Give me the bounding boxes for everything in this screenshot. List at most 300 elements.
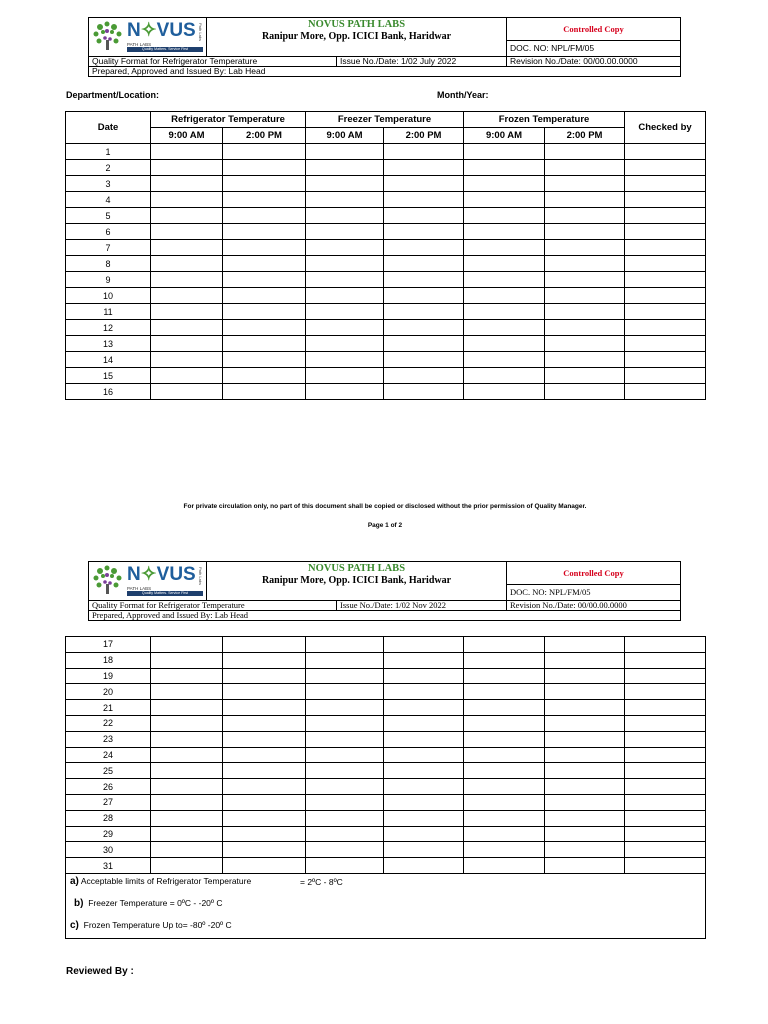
table-body-page1: [66, 144, 706, 400]
entry-cell[interactable]: [306, 144, 384, 160]
entry-cell[interactable]: [306, 352, 384, 368]
entry-cell[interactable]: [545, 700, 625, 716]
date-cell: 24: [66, 747, 151, 763]
entry-cell[interactable]: [625, 684, 706, 700]
entry-cell[interactable]: [625, 304, 706, 320]
entry-cell[interactable]: [464, 684, 545, 700]
entry-cell[interactable]: [384, 160, 464, 176]
entry-cell[interactable]: [384, 652, 464, 668]
entry-cell[interactable]: [384, 208, 464, 224]
entry-cell[interactable]: [223, 256, 306, 272]
entry-cell[interactable]: [306, 763, 384, 779]
lab-title-cell: [207, 18, 507, 57]
entry-cell[interactable]: [306, 652, 384, 668]
date-cell: 13: [66, 336, 151, 352]
entry-cell[interactable]: [306, 224, 384, 240]
entry-cell[interactable]: [306, 336, 384, 352]
entry-cell[interactable]: [464, 352, 545, 368]
entry-cell[interactable]: [625, 715, 706, 731]
entry-cell[interactable]: [464, 224, 545, 240]
date-cell: 23: [66, 731, 151, 747]
entry-cell[interactable]: [151, 715, 223, 731]
entry-cell[interactable]: [223, 208, 306, 224]
entry-cell[interactable]: [384, 320, 464, 336]
entry-cell[interactable]: [223, 794, 306, 810]
entry-cell[interactable]: [223, 176, 306, 192]
entry-cell[interactable]: [223, 384, 306, 400]
entry-cell[interactable]: [625, 288, 706, 304]
table-row: [66, 794, 706, 810]
entry-cell[interactable]: [545, 715, 625, 731]
entry-cell[interactable]: [306, 272, 384, 288]
entry-cell[interactable]: [223, 747, 306, 763]
entry-cell[interactable]: [151, 700, 223, 716]
entry-cell[interactable]: [625, 779, 706, 795]
entry-cell[interactable]: [545, 240, 625, 256]
entry-cell[interactable]: [384, 684, 464, 700]
entry-cell[interactable]: [384, 779, 464, 795]
entry-cell[interactable]: [306, 320, 384, 336]
date-cell: 26: [66, 779, 151, 795]
doc-number: DOC. NO: NPL/FM/05: [507, 585, 681, 601]
entry-cell[interactable]: [545, 160, 625, 176]
entry-cell[interactable]: [223, 637, 306, 653]
entry-cell[interactable]: [384, 826, 464, 842]
entry-cell[interactable]: [545, 384, 625, 400]
entry-cell[interactable]: [306, 176, 384, 192]
temperature-log-table-page1: [65, 111, 706, 400]
entry-cell[interactable]: [384, 700, 464, 716]
entry-cell[interactable]: [464, 144, 545, 160]
date-cell: 21: [66, 700, 151, 716]
table-row: [66, 192, 706, 208]
entry-cell[interactable]: [464, 208, 545, 224]
entry-cell[interactable]: [384, 668, 464, 684]
logo-wordmark: N✧VUS: [127, 20, 196, 41]
entry-cell[interactable]: [151, 794, 223, 810]
date-cell: 6: [66, 224, 151, 240]
entry-cell[interactable]: [625, 352, 706, 368]
lab-title-cell: [207, 562, 507, 601]
entry-cell[interactable]: [464, 240, 545, 256]
novus-logo: [91, 20, 207, 54]
lab-name: NOVUS PATH LABS: [307, 563, 406, 574]
entry-cell[interactable]: [306, 304, 384, 320]
entry-cell[interactable]: [464, 747, 545, 763]
entry-cell[interactable]: [151, 352, 223, 368]
logo-vertical-text: Path Labs: [198, 23, 203, 42]
entry-cell[interactable]: [306, 779, 384, 795]
entry-cell[interactable]: [223, 779, 306, 795]
entry-cell[interactable]: [151, 144, 223, 160]
entry-cell[interactable]: [384, 352, 464, 368]
entry-cell[interactable]: [545, 747, 625, 763]
entry-cell[interactable]: [151, 288, 223, 304]
entry-cell[interactable]: [384, 715, 464, 731]
temperature-log-table-page2: [65, 636, 706, 939]
entry-cell[interactable]: [545, 826, 625, 842]
entry-cell[interactable]: [545, 224, 625, 240]
entry-cell[interactable]: [151, 858, 223, 874]
entry-cell[interactable]: [545, 858, 625, 874]
time-9am-header: 9:00 AM: [306, 128, 384, 144]
entry-cell[interactable]: [545, 336, 625, 352]
entry-cell[interactable]: [151, 810, 223, 826]
entry-cell[interactable]: [223, 700, 306, 716]
entry-cell[interactable]: [625, 240, 706, 256]
format-title: Quality Format for Refrigerator Temperature: [89, 57, 337, 67]
entry-cell[interactable]: [223, 810, 306, 826]
entry-cell[interactable]: [625, 336, 706, 352]
entry-cell[interactable]: [306, 637, 384, 653]
entry-cell[interactable]: [625, 192, 706, 208]
entry-cell[interactable]: [384, 288, 464, 304]
entry-cell[interactable]: [306, 668, 384, 684]
entry-cell[interactable]: [306, 842, 384, 858]
entry-cell[interactable]: [306, 794, 384, 810]
entry-cell[interactable]: [151, 684, 223, 700]
entry-cell[interactable]: [545, 731, 625, 747]
entry-cell[interactable]: [625, 144, 706, 160]
entry-cell[interactable]: [464, 320, 545, 336]
entry-cell[interactable]: [384, 794, 464, 810]
entry-cell[interactable]: [223, 192, 306, 208]
entry-cell[interactable]: [464, 256, 545, 272]
entry-cell[interactable]: [625, 747, 706, 763]
entry-cell[interactable]: [464, 763, 545, 779]
entry-cell[interactable]: [223, 368, 306, 384]
entry-cell[interactable]: [464, 336, 545, 352]
entry-cell[interactable]: [545, 288, 625, 304]
entry-cell[interactable]: [384, 256, 464, 272]
entry-cell[interactable]: [223, 826, 306, 842]
controlled-copy-label: Controlled Copy: [507, 562, 681, 585]
refrigerator-temp-header: Refrigerator Temperature: [151, 112, 306, 128]
entry-cell[interactable]: [151, 304, 223, 320]
entry-cell[interactable]: [625, 160, 706, 176]
entry-cell[interactable]: [625, 731, 706, 747]
table-row: [66, 208, 706, 224]
revision-date: Revision No./Date: 00/00.00.0000: [507, 57, 681, 67]
entry-cell[interactable]: [625, 668, 706, 684]
entry-cell[interactable]: [464, 826, 545, 842]
entry-cell[interactable]: [625, 858, 706, 874]
entry-cell[interactable]: [223, 144, 306, 160]
entry-cell[interactable]: [464, 176, 545, 192]
entry-cell[interactable]: [625, 763, 706, 779]
entry-cell[interactable]: [306, 810, 384, 826]
date-cell: 9: [66, 272, 151, 288]
entry-cell[interactable]: [306, 192, 384, 208]
entry-cell[interactable]: [151, 747, 223, 763]
logo-tree-icon: [91, 564, 125, 596]
entry-cell[interactable]: [545, 779, 625, 795]
limit-b: b) Freezer Temperature = 0ºC - -20º C: [74, 897, 223, 909]
entry-cell[interactable]: [464, 637, 545, 653]
entry-cell[interactable]: [223, 352, 306, 368]
entry-cell[interactable]: [384, 272, 464, 288]
entry-cell[interactable]: [545, 192, 625, 208]
date-cell: 16: [66, 384, 151, 400]
entry-cell[interactable]: [464, 272, 545, 288]
entry-cell[interactable]: [306, 208, 384, 224]
table-row: [66, 747, 706, 763]
entry-cell[interactable]: [545, 684, 625, 700]
entry-cell[interactable]: [384, 384, 464, 400]
date-cell: 4: [66, 192, 151, 208]
entry-cell[interactable]: [545, 652, 625, 668]
entry-cell[interactable]: [223, 288, 306, 304]
entry-cell[interactable]: [223, 160, 306, 176]
entry-cell[interactable]: [151, 652, 223, 668]
table-row: [66, 826, 706, 842]
entry-cell[interactable]: [625, 320, 706, 336]
entry-cell[interactable]: [306, 160, 384, 176]
entry-cell[interactable]: [625, 272, 706, 288]
date-cell: 15: [66, 368, 151, 384]
entry-cell[interactable]: [545, 176, 625, 192]
entry-cell[interactable]: [464, 794, 545, 810]
entry-cell[interactable]: [223, 652, 306, 668]
entry-cell[interactable]: [306, 256, 384, 272]
entry-cell[interactable]: [464, 715, 545, 731]
entry-cell[interactable]: [464, 842, 545, 858]
table-row: [66, 368, 706, 384]
entry-cell[interactable]: [545, 637, 625, 653]
entry-cell[interactable]: [384, 842, 464, 858]
lab-address: Ranipur More, Opp. ICICI Bank, Haridwar: [261, 31, 452, 42]
table-row: [66, 336, 706, 352]
entry-cell[interactable]: [625, 842, 706, 858]
table-row: [66, 352, 706, 368]
entry-cell[interactable]: [223, 858, 306, 874]
entry-cell[interactable]: [223, 320, 306, 336]
table-row: [66, 288, 706, 304]
entry-cell[interactable]: [306, 384, 384, 400]
entry-cell[interactable]: [625, 256, 706, 272]
entry-cell[interactable]: [384, 810, 464, 826]
entry-cell[interactable]: [464, 668, 545, 684]
entry-cell[interactable]: [151, 208, 223, 224]
confidentiality-note: For private circulation only, no part of this document shall be copied or disclosed without the prior permission of Quality Manager.: [183, 503, 587, 510]
entry-cell[interactable]: [151, 256, 223, 272]
entry-cell[interactable]: [384, 176, 464, 192]
table-row: [66, 224, 706, 240]
entry-cell[interactable]: [151, 826, 223, 842]
revision-date: Revision No./Date: 00/00.00.0000: [507, 601, 681, 611]
table-row: [66, 240, 706, 256]
novus-logo: [91, 564, 207, 598]
entry-cell[interactable]: [384, 858, 464, 874]
entry-cell[interactable]: [464, 779, 545, 795]
table-row: [66, 779, 706, 795]
entry-cell[interactable]: [384, 747, 464, 763]
date-cell: 17: [66, 637, 151, 653]
date-cell: 5: [66, 208, 151, 224]
entry-cell[interactable]: [545, 256, 625, 272]
entry-cell[interactable]: [625, 637, 706, 653]
time-9am-header: 9:00 AM: [464, 128, 545, 144]
table-row: [66, 256, 706, 272]
entry-cell[interactable]: [223, 336, 306, 352]
entry-cell[interactable]: [545, 320, 625, 336]
entry-cell[interactable]: [545, 144, 625, 160]
date-cell: 7: [66, 240, 151, 256]
controlled-copy-label: Controlled Copy: [507, 18, 681, 41]
logo-subtitle: PATH LABS: [127, 586, 152, 591]
entry-cell[interactable]: [151, 368, 223, 384]
entry-cell[interactable]: [464, 368, 545, 384]
entry-cell[interactable]: [223, 272, 306, 288]
entry-cell[interactable]: [151, 668, 223, 684]
entry-cell[interactable]: [384, 368, 464, 384]
entry-cell[interactable]: [306, 826, 384, 842]
entry-cell[interactable]: [306, 684, 384, 700]
entry-cell[interactable]: [545, 810, 625, 826]
entry-cell[interactable]: [151, 384, 223, 400]
page-number: Page 1 of 2: [367, 522, 403, 529]
month-year-label: Month/Year:: [437, 90, 489, 100]
entry-cell[interactable]: [545, 352, 625, 368]
issue-date: Issue No./Date: 1/02 Nov 2022: [337, 601, 507, 611]
entry-cell[interactable]: [223, 304, 306, 320]
entry-cell[interactable]: [151, 192, 223, 208]
logo-tagline: Quality Matters. Service First: [127, 47, 203, 52]
frozen-temp-header: Frozen Temperature: [464, 112, 625, 128]
entry-cell[interactable]: [151, 272, 223, 288]
entry-cell[interactable]: [151, 176, 223, 192]
entry-cell[interactable]: [151, 637, 223, 653]
date-cell: 3: [66, 176, 151, 192]
entry-cell[interactable]: [625, 208, 706, 224]
logo-cell: [89, 562, 207, 601]
entry-cell[interactable]: [464, 384, 545, 400]
date-cell: 8: [66, 256, 151, 272]
entry-cell[interactable]: [306, 858, 384, 874]
entry-cell[interactable]: [151, 779, 223, 795]
entry-cell[interactable]: [306, 368, 384, 384]
entry-cell[interactable]: [545, 208, 625, 224]
table-row: [66, 320, 706, 336]
limit-c: c) Frozen Temperature Up to= -80º -20º C: [70, 919, 232, 931]
entry-cell[interactable]: [223, 240, 306, 256]
lab-name: NOVUS PATH LABS: [307, 19, 406, 30]
prepared-by: Prepared, Approved and Issued By: Lab Head: [89, 67, 681, 77]
entry-cell[interactable]: [151, 336, 223, 352]
entry-cell[interactable]: [545, 842, 625, 858]
acceptable-limits-cell: [66, 873, 706, 938]
entry-cell[interactable]: [625, 652, 706, 668]
entry-cell[interactable]: [306, 747, 384, 763]
entry-cell[interactable]: [223, 668, 306, 684]
entry-cell[interactable]: [625, 826, 706, 842]
logo-vertical-text: Path Labs: [198, 567, 203, 586]
entry-cell[interactable]: [464, 810, 545, 826]
entry-cell[interactable]: [151, 240, 223, 256]
entry-cell[interactable]: [151, 763, 223, 779]
logo-tree-icon: [91, 20, 125, 52]
entry-cell[interactable]: [625, 368, 706, 384]
entry-cell[interactable]: [151, 224, 223, 240]
entry-cell[interactable]: [545, 668, 625, 684]
table-row: [66, 176, 706, 192]
entry-cell[interactable]: [223, 731, 306, 747]
table-row: [66, 731, 706, 747]
entry-cell[interactable]: [384, 763, 464, 779]
entry-cell[interactable]: [464, 652, 545, 668]
entry-cell[interactable]: [625, 700, 706, 716]
entry-cell[interactable]: [464, 160, 545, 176]
entry-cell[interactable]: [306, 240, 384, 256]
date-cell: 19: [66, 668, 151, 684]
entry-cell[interactable]: [306, 715, 384, 731]
entry-cell[interactable]: [384, 192, 464, 208]
date-cell: 27: [66, 794, 151, 810]
entry-cell[interactable]: [151, 731, 223, 747]
entry-cell[interactable]: [151, 320, 223, 336]
entry-cell[interactable]: [384, 637, 464, 653]
entry-cell[interactable]: [625, 224, 706, 240]
entry-cell[interactable]: [464, 192, 545, 208]
entry-cell[interactable]: [306, 700, 384, 716]
entry-cell[interactable]: [545, 794, 625, 810]
entry-cell[interactable]: [545, 272, 625, 288]
entry-cell[interactable]: [223, 842, 306, 858]
table-row: [66, 668, 706, 684]
table-row: [66, 637, 706, 653]
logo-wordmark: N✧VUS: [127, 564, 196, 585]
entry-cell[interactable]: [223, 684, 306, 700]
entry-cell[interactable]: [545, 763, 625, 779]
date-cell: 11: [66, 304, 151, 320]
entry-cell[interactable]: [384, 304, 464, 320]
entry-cell[interactable]: [625, 176, 706, 192]
entry-cell[interactable]: [384, 240, 464, 256]
entry-cell[interactable]: [464, 288, 545, 304]
entry-cell[interactable]: [464, 731, 545, 747]
format-title: Quality Format for Refrigerator Temperature: [89, 601, 337, 611]
entry-cell[interactable]: [625, 794, 706, 810]
date-cell: 12: [66, 320, 151, 336]
entry-cell[interactable]: [464, 304, 545, 320]
table-row: [66, 160, 706, 176]
date-cell: 31: [66, 858, 151, 874]
entry-cell[interactable]: [545, 304, 625, 320]
date-cell: 2: [66, 160, 151, 176]
lab-address: Ranipur More, Opp. ICICI Bank, Haridwar: [261, 575, 452, 586]
entry-cell[interactable]: [223, 763, 306, 779]
entry-cell[interactable]: [151, 842, 223, 858]
entry-cell[interactable]: [384, 731, 464, 747]
entry-cell[interactable]: [464, 700, 545, 716]
entry-cell[interactable]: [306, 731, 384, 747]
table-row: [66, 144, 706, 160]
entry-cell[interactable]: [223, 715, 306, 731]
doc-number: DOC. NO: NPL/FM/05: [507, 41, 681, 57]
entry-cell[interactable]: [151, 160, 223, 176]
entry-cell[interactable]: [384, 144, 464, 160]
entry-cell[interactable]: [545, 368, 625, 384]
department-location-label: Department/Location:: [66, 90, 160, 100]
entry-cell[interactable]: [625, 810, 706, 826]
entry-cell[interactable]: [464, 858, 545, 874]
entry-cell[interactable]: [384, 336, 464, 352]
freezer-temp-header: Freezer Temperature: [306, 112, 464, 128]
entry-cell[interactable]: [306, 288, 384, 304]
entry-cell[interactable]: [384, 224, 464, 240]
entry-cell[interactable]: [223, 224, 306, 240]
entry-cell[interactable]: [625, 384, 706, 400]
